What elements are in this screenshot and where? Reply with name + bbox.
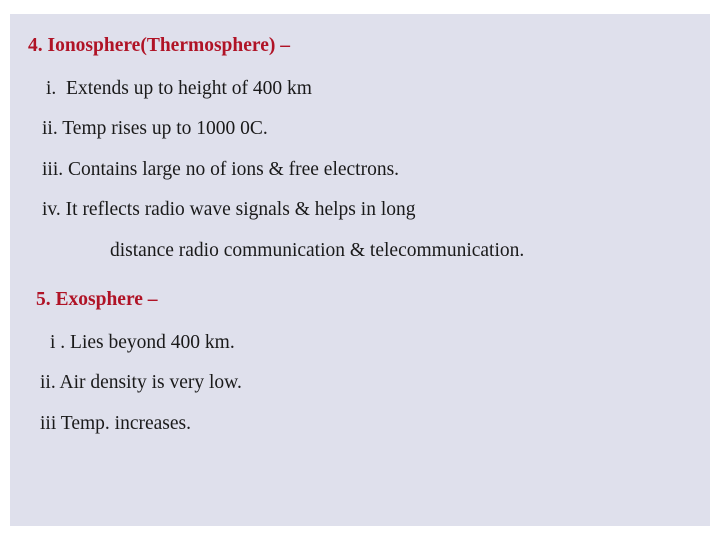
bullet-exosphere-3: iii Temp. increases. xyxy=(40,412,191,434)
bullet-ionosphere-4: iv. It reflects radio wave signals & helps in long xyxy=(42,199,416,220)
bullet-ionosphere-2: ii. Temp rises up to 1000 0C. xyxy=(42,118,268,139)
bullet-exosphere-1: i . Lies beyond 400 km. xyxy=(50,331,235,353)
heading-ionosphere: 4. Ionosphere(Thermosphere) – xyxy=(28,35,290,56)
bullet-ionosphere-1: i. Extends up to height of 400 km xyxy=(46,77,312,99)
bullet-ionosphere-4-continued: distance radio communication & telecommunication. xyxy=(110,239,525,261)
bullet-exosphere-2: ii. Air density is very low. xyxy=(40,372,242,393)
bullet-ionosphere-3: iii. Contains large no of ions & free electrons. xyxy=(42,158,400,180)
slide-content xyxy=(10,14,710,526)
heading-exosphere: 5. Exosphere – xyxy=(36,289,158,310)
